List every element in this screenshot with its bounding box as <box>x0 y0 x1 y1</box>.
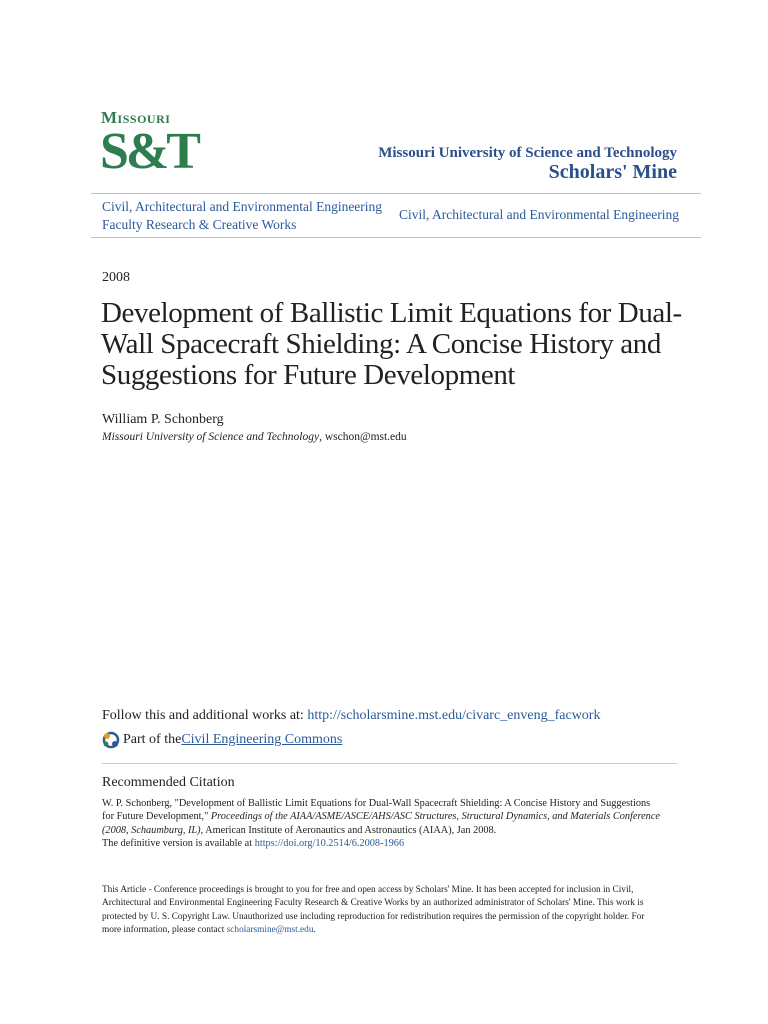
contact-email-link[interactable]: scholarsmine@mst.edu <box>226 924 314 935</box>
recommended-citation-heading: Recommended Citation <box>102 775 235 790</box>
network-commons-icon <box>102 731 120 749</box>
logo-st-mark[interactable]: S&T <box>100 123 198 180</box>
citation-part2: , American Institute of Aeronautics and Astronautics (AIAA), Jan 2008. <box>200 824 497 836</box>
part-of-label: Part of the <box>123 732 182 747</box>
header-divider <box>91 193 701 194</box>
follow-line <box>102 708 600 724</box>
department-collection-line2[interactable]: Faculty Research & Creative Works <box>102 217 297 232</box>
author-affiliation <box>102 431 407 443</box>
department-collection-line1[interactable]: Civil, Architectural and Environmental Engineering <box>102 199 383 214</box>
department-link[interactable]: Civil, Architectural and Environmental Engineering <box>399 207 680 222</box>
citation-divider <box>102 763 677 764</box>
footer-end: . <box>313 924 316 935</box>
university-link[interactable]: Missouri University of Science and Technology <box>378 145 677 161</box>
affiliation-name: Missouri University of Science and Technology <box>102 431 320 443</box>
article-title: Development of Ballistic Limit Equations for Dual-Wall Spacecraft Shielding: A Concise History and Suggestions for Future Development <box>101 297 682 391</box>
part-of-line <box>102 731 342 749</box>
definitive-label: The definitive version is available at <box>102 837 255 849</box>
scholars-mine-link[interactable]: Scholars' Mine <box>548 161 677 183</box>
logo-missouri-text: Missouri <box>101 108 171 127</box>
follow-label: Follow this and additional works at: <box>102 708 308 723</box>
author-name: William P. Schonberg <box>102 412 224 427</box>
doi-link[interactable]: https://doi.org/10.2514/6.2008-1966 <box>254 837 405 849</box>
department-collection[interactable] <box>102 198 382 234</box>
footer-notice <box>102 884 662 937</box>
footer-text: This Article - Conference proceedings is brought to you for free and open access by Scholars' Mine. It has been accepted for inclusion in Civil, Architectural and Environmental Engineering Faculty Research & Creative Works by an authorized administrator of Scholars' Mine. This work is protected by U. S. Copyright Law. Unauthorized use including reproduction for redistribution requires the permission of the copyright holder. For more information, please contact <box>102 885 645 935</box>
department-divider <box>91 237 701 238</box>
follow-url-link[interactable]: http://scholarsmine.mst.edu/civarc_enveng_facwork <box>307 708 601 723</box>
citation-proceedings: Proceedings of the AIAA/ASME/ASCE/AHS/ASC Structures, Structural Dynamics, and Materials Conference (2008, Schaumburg, IL) <box>102 811 660 836</box>
publication-year: 2008 <box>102 270 130 285</box>
citation-part1: W. P. Schonberg, "Development of Ballistic Limit Equations for Dual-Wall Spacecraft Shielding: A Concise History and Suggestions for Future Development," <box>102 798 651 823</box>
civil-engineering-commons-link[interactable]: Civil Engineering Commons <box>181 732 343 747</box>
author-email: , wschon@mst.edu <box>319 431 407 443</box>
citation-body <box>102 797 662 850</box>
